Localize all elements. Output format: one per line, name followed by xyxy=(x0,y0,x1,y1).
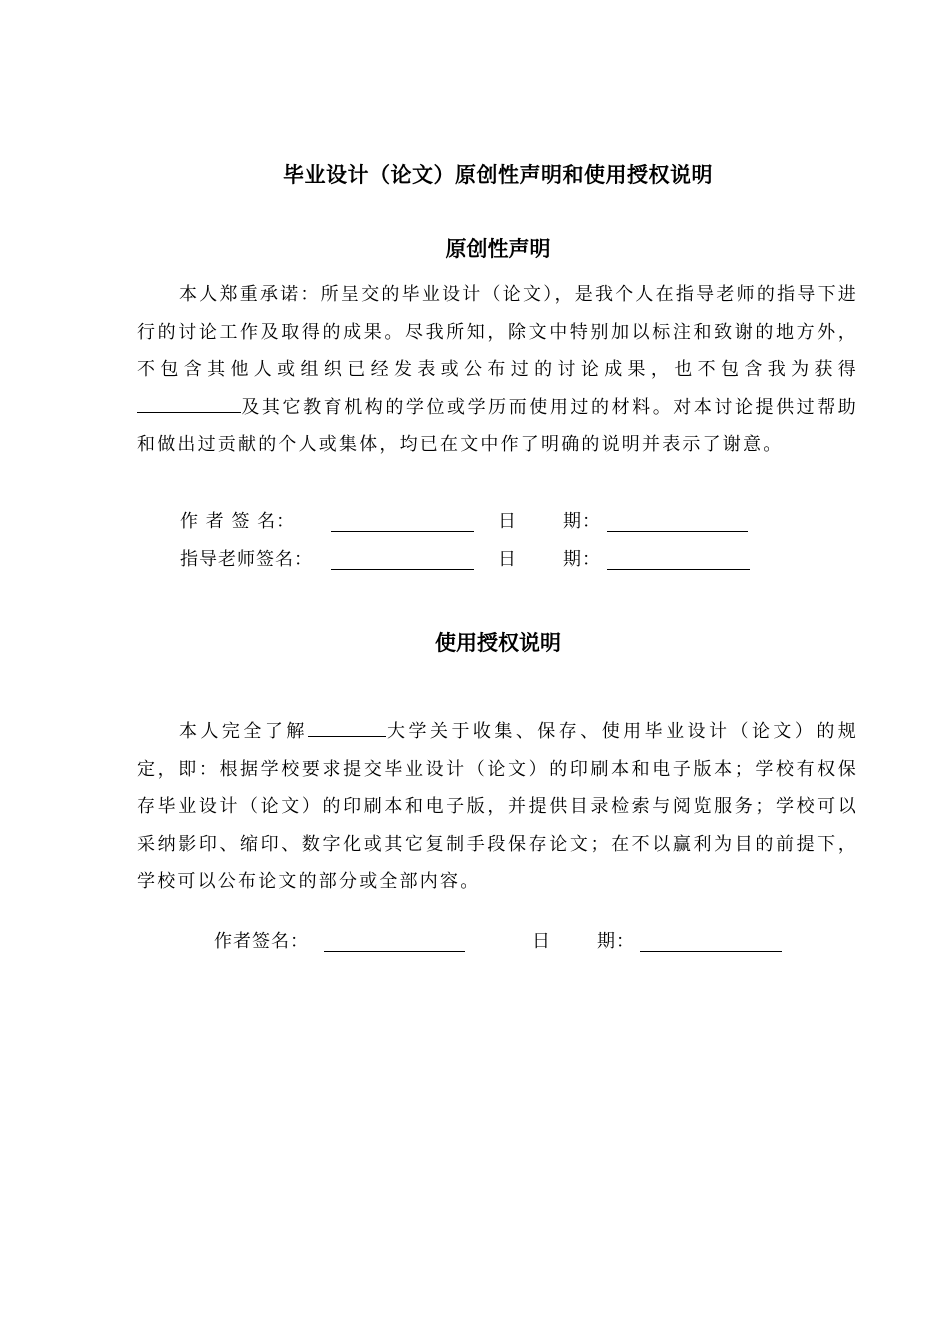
authorization-date-line xyxy=(640,951,782,952)
authorization-text-part1: 本人完全了解 xyxy=(179,721,308,742)
author-sign-label: 作 者 签 名： xyxy=(180,511,296,532)
authorization-heading: 使用授权说明 xyxy=(435,631,561,655)
date-label-suffix: 期： xyxy=(597,931,635,952)
originality-text-part2: 及其它教育机构的学位或学历而使用过的材料。对本讨论提供过帮助和做出过贡献的个人或集体，均已在文中作了明确的说明并表示了谢意。 xyxy=(137,396,858,455)
authorization-statement xyxy=(137,713,858,901)
author-date-line xyxy=(607,531,748,532)
university-blank-line xyxy=(308,716,386,737)
advisor-sign-line xyxy=(331,569,474,570)
author-sign-line xyxy=(331,531,474,532)
authorization-text-part2: 大学关于收集、保存、使用毕业设计（论文）的规定，即：根据学校要求提交毕业设计（论文）的印刷本和电子版本；学校有权保存毕业设计（论文）的印刷本和电子版，并提供目录检索与阅览服务；学校可以采纳影印、缩印、数字化或其它复制手段保存论文；在不以赢利为目的前提下，学校可以公布论文的部分或全部内容。 xyxy=(137,721,859,892)
originality-text-part1: 本人郑重承诺：所呈交的毕业设计（论文），是我个人在指导老师的指导下进行的讨论工作及取得的成果。尽我所知，除文中特别加以标注和致谢的地方外，不包含其他人或组织已经发表或公布过的讨论成果，也不包含我为获得 xyxy=(137,284,858,380)
degree-blank-line xyxy=(137,392,241,413)
author-sign-label: 作者签名： xyxy=(214,931,309,952)
date-label: 日 xyxy=(498,511,517,532)
date-label: 日 xyxy=(532,931,551,952)
authorization-sign-line xyxy=(324,951,465,952)
date-label-suffix: 期： xyxy=(563,511,601,532)
advisor-date-line xyxy=(607,569,750,570)
date-label: 日 xyxy=(498,549,517,570)
document-title: 毕业设计（论文）原创性声明和使用授权说明 xyxy=(283,163,713,187)
date-label-suffix: 期： xyxy=(563,549,601,570)
advisor-sign-label: 指导老师签名： xyxy=(180,549,313,570)
originality-statement xyxy=(137,276,858,464)
originality-heading: 原创性声明 xyxy=(445,237,551,261)
